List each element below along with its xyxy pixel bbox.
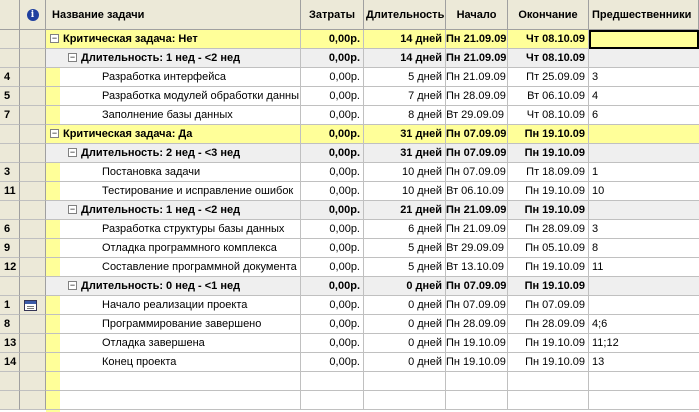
start-cell[interactable]: Пн 07.09.09 [446, 296, 508, 315]
duration-cell[interactable]: 0 дней [364, 296, 446, 315]
cost-cell[interactable]: 0,00р. [301, 353, 364, 372]
cost-cell[interactable]: 0,00р. [301, 144, 364, 163]
task-name: Длительность: 2 нед - <3 нед [81, 147, 241, 159]
predecessors-cell[interactable] [589, 372, 699, 391]
row-id[interactable]: 13 [0, 334, 20, 353]
finish-cell[interactable]: Чт 08.10.09 [508, 106, 589, 125]
cost-cell[interactable]: 0,00р. [301, 163, 364, 182]
start-cell[interactable]: Пн 21.09.09 [446, 220, 508, 239]
group-row[interactable] [0, 125, 699, 144]
task-name: Конец проекта [102, 356, 177, 368]
row-id[interactable]: 12 [0, 258, 20, 277]
task-name: Разработка интерфейса [102, 71, 226, 83]
column-header-cost[interactable]: Затраты [301, 0, 364, 30]
row-id[interactable]: 9 [0, 239, 20, 258]
start-cell[interactable]: Пн 07.09.09 [446, 163, 508, 182]
start-cell[interactable]: Пн 19.10.09 [446, 353, 508, 372]
task-name: Критическая задача: Нет [63, 33, 198, 45]
indicator-cell [20, 30, 46, 49]
task-name-cell[interactable] [46, 68, 301, 87]
group-row[interactable] [0, 277, 699, 296]
predecessors-cell[interactable]: 1 [589, 163, 699, 182]
task-name-cell[interactable] [46, 372, 301, 391]
task-name: Программирование завершено [102, 318, 262, 330]
start-cell[interactable]: Пн 21.09.09 [446, 201, 508, 220]
row-id[interactable] [0, 277, 20, 296]
cost-cell[interactable]: 0,00р. [301, 87, 364, 106]
task-name-cell[interactable] [46, 106, 301, 125]
finish-cell[interactable]: Пн 19.10.09 [508, 334, 589, 353]
task-name: Отладка программного комплекса [102, 242, 277, 254]
task-name: Составление программной документа [102, 261, 297, 273]
start-cell[interactable]: Пн 07.09.09 [446, 277, 508, 296]
row-id[interactable] [0, 30, 20, 49]
task-name: Длительность: 1 нед - <2 нед [81, 204, 241, 216]
task-row[interactable] [0, 220, 699, 239]
indicator-cell [20, 125, 46, 144]
indicator-cell [20, 391, 46, 410]
column-header-row [0, 0, 699, 19]
collapse-toggle[interactable]: − [69, 52, 76, 62]
cost-cell[interactable]: 0,00р. [301, 106, 364, 125]
task-row[interactable] [0, 87, 699, 106]
indicator-cell [20, 296, 46, 315]
cost-cell[interactable]: 0,00р. [301, 49, 364, 68]
row-id[interactable]: 3 [0, 163, 20, 182]
column-header-finish[interactable]: Окончание [508, 0, 589, 30]
row-id[interactable]: 6 [0, 220, 20, 239]
cost-cell[interactable]: 0,00р. [301, 334, 364, 353]
task-name-cell[interactable] [46, 334, 301, 353]
row-id[interactable]: 8 [0, 315, 20, 334]
task-name-cell[interactable] [46, 144, 301, 163]
predecessors-cell[interactable] [589, 277, 699, 296]
duration-cell[interactable]: 7 дней [364, 87, 446, 106]
task-name: Заполнение базы данных [102, 109, 233, 121]
predecessors-cell[interactable]: 10 [589, 182, 699, 201]
cost-cell[interactable] [301, 391, 364, 410]
duration-cell[interactable]: 6 дней [364, 220, 446, 239]
start-cell[interactable]: Пн 21.09.09 [446, 68, 508, 87]
cost-cell[interactable]: 0,00р. [301, 296, 364, 315]
task-name-cell[interactable] [46, 201, 301, 220]
task-name-cell[interactable] [46, 30, 301, 49]
cost-cell[interactable]: 0,00р. [301, 220, 364, 239]
duration-cell[interactable]: 31 дней [364, 144, 446, 163]
cost-cell[interactable]: 0,00р. [301, 258, 364, 277]
start-cell[interactable] [446, 391, 508, 410]
duration-cell[interactable] [364, 391, 446, 410]
predecessors-cell[interactable] [589, 144, 699, 163]
indicator-cell [20, 87, 46, 106]
task-name: Длительность: 0 нед - <1 нед [81, 280, 241, 292]
calendar-icon [24, 300, 37, 311]
duration-cell[interactable]: 0 дней [364, 353, 446, 372]
start-cell[interactable]: Вт 13.10.09 [446, 258, 508, 277]
task-name-cell[interactable] [46, 277, 301, 296]
cost-cell[interactable]: 0,00р. [301, 315, 364, 334]
task-row[interactable] [0, 163, 699, 182]
group-row[interactable] [0, 201, 699, 220]
task-name: Начало реализации проекта [102, 299, 248, 311]
task-name-cell[interactable] [46, 49, 301, 68]
cost-cell[interactable]: 0,00р. [301, 30, 364, 49]
finish-cell[interactable]: Пн 07.09.09 [508, 296, 589, 315]
duration-cell[interactable]: 5 дней [364, 258, 446, 277]
task-name-cell[interactable] [46, 258, 301, 277]
duration-cell[interactable]: 14 дней [364, 30, 446, 49]
indicator-cell [20, 277, 46, 296]
task-name-cell[interactable] [46, 220, 301, 239]
finish-cell[interactable]: Пн 19.10.09 [508, 277, 589, 296]
finish-cell[interactable]: Пн 28.09.09 [508, 315, 589, 334]
finish-cell[interactable] [508, 391, 589, 410]
indicators-column-header[interactable] [20, 0, 46, 30]
predecessors-cell[interactable]: 6 [589, 106, 699, 125]
indicator-cell [20, 353, 46, 372]
predecessors-cell[interactable] [589, 201, 699, 220]
indicator-cell [20, 201, 46, 220]
finish-cell[interactable]: Чт 08.10.09 [508, 30, 589, 49]
collapse-toggle[interactable]: − [69, 280, 76, 290]
finish-cell[interactable]: Пн 19.10.09 [508, 182, 589, 201]
group-row[interactable] [0, 49, 699, 68]
collapse-toggle[interactable]: − [51, 33, 58, 43]
duration-cell[interactable]: 21 дней [364, 201, 446, 220]
indicator-cell [20, 372, 46, 391]
predecessors-cell[interactable]: 4 [589, 87, 699, 106]
task-row[interactable] [0, 334, 699, 353]
task-row[interactable] [0, 239, 699, 258]
task-name: Отладка завершена [102, 337, 205, 349]
task-name: Разработка модулей обработки данны [102, 90, 300, 102]
indicator-cell [20, 49, 46, 68]
indicator-cell [20, 144, 46, 163]
row-id[interactable]: 7 [0, 106, 20, 125]
task-name-cell[interactable] [46, 391, 301, 410]
finish-cell[interactable]: Пн 28.09.09 [508, 220, 589, 239]
row-id[interactable] [0, 372, 20, 391]
task-name: Тестирование и исправление ошибок [102, 185, 294, 197]
indicator-cell [20, 258, 46, 277]
row-id[interactable]: 11 [0, 182, 20, 201]
indicator-cell [20, 334, 46, 353]
collapse-toggle[interactable]: − [69, 204, 76, 214]
predecessors-cell[interactable] [589, 391, 699, 410]
finish-cell[interactable]: Пн 05.10.09 [508, 239, 589, 258]
task-row[interactable] [0, 353, 699, 372]
duration-cell[interactable]: 0 дней [364, 277, 446, 296]
task-row[interactable] [0, 68, 699, 87]
task-name-cell[interactable] [46, 353, 301, 372]
cost-cell[interactable]: 0,00р. [301, 68, 364, 87]
duration-cell[interactable]: 31 дней [364, 125, 446, 144]
start-cell[interactable]: Вт 29.09.09 [446, 106, 508, 125]
predecessors-cell[interactable]: 11 [589, 258, 699, 277]
task-row[interactable] [0, 182, 699, 201]
cost-cell[interactable]: 0,00р. [301, 239, 364, 258]
task-row[interactable] [0, 106, 699, 125]
cost-cell[interactable]: 0,00р. [301, 201, 364, 220]
row-id[interactable]: 5 [0, 87, 20, 106]
cost-cell[interactable]: 0,00р. [301, 182, 364, 201]
column-header-start[interactable]: Начало [446, 0, 508, 30]
task-name-cell[interactable] [46, 239, 301, 258]
task-row[interactable] [0, 258, 699, 277]
start-cell[interactable]: Вт 06.10.09 [446, 182, 508, 201]
predecessors-cell[interactable]: 3 [589, 220, 699, 239]
predecessors-cell[interactable] [589, 49, 699, 68]
task-name-cell[interactable] [46, 182, 301, 201]
task-row[interactable] [0, 296, 699, 315]
indicator-cell [20, 163, 46, 182]
row-id[interactable]: 14 [0, 353, 20, 372]
finish-cell[interactable] [508, 372, 589, 391]
finish-cell[interactable]: Пн 19.10.09 [508, 125, 589, 144]
duration-cell[interactable]: 14 дней [364, 49, 446, 68]
task-name: Разработка структуры базы данных [102, 223, 285, 235]
predecessors-cell[interactable]: 8 [589, 239, 699, 258]
duration-cell[interactable]: 0 дней [364, 315, 446, 334]
indicator-cell [20, 315, 46, 334]
row-id[interactable] [0, 49, 20, 68]
finish-cell[interactable]: Чт 08.10.09 [508, 49, 589, 68]
task-row[interactable] [0, 315, 699, 334]
row-id[interactable] [0, 125, 20, 144]
finish-cell[interactable]: Пн 19.10.09 [508, 258, 589, 277]
row-id[interactable] [0, 144, 20, 163]
predecessors-cell[interactable]: 4;6 [589, 315, 699, 334]
cost-cell[interactable] [301, 372, 364, 391]
group-row[interactable] [0, 30, 699, 49]
indicator-cell [20, 239, 46, 258]
start-cell[interactable] [446, 372, 508, 391]
start-cell[interactable]: Пн 21.09.09 [446, 49, 508, 68]
cost-cell[interactable]: 0,00р. [301, 277, 364, 296]
collapse-toggle[interactable]: − [51, 128, 58, 138]
row-id[interactable]: 1 [0, 296, 20, 315]
column-header-predecessors[interactable]: Предшественники [589, 0, 699, 30]
predecessors-cell[interactable]: 13 [589, 353, 699, 372]
collapse-toggle[interactable]: − [69, 147, 76, 157]
indicator-cell [20, 106, 46, 125]
indicator-cell [20, 182, 46, 201]
finish-cell[interactable]: Пн 19.10.09 [508, 144, 589, 163]
finish-cell[interactable]: Пт 25.09.09 [508, 68, 589, 87]
group-row[interactable] [0, 144, 699, 163]
info-icon: i [27, 9, 39, 21]
duration-cell[interactable]: 10 дней [364, 182, 446, 201]
cost-cell[interactable]: 0,00р. [301, 125, 364, 144]
task-name: Постановка задачи [102, 166, 201, 178]
start-cell[interactable]: Пн 21.09.09 [446, 30, 508, 49]
indicator-cell [20, 220, 46, 239]
start-cell[interactable]: Пн 19.10.09 [446, 334, 508, 353]
task-name-cell[interactable] [46, 87, 301, 106]
duration-cell[interactable]: 0 дней [364, 334, 446, 353]
indicator-cell [20, 68, 46, 87]
predecessors-cell[interactable]: 11;12 [589, 334, 699, 353]
task-row[interactable] [0, 391, 699, 410]
select-all-corner[interactable] [0, 0, 20, 30]
finish-cell[interactable]: Пт 18.09.09 [508, 163, 589, 182]
finish-cell[interactable]: Вт 06.10.09 [508, 87, 589, 106]
start-cell[interactable]: Пн 07.09.09 [446, 125, 508, 144]
finish-cell[interactable]: Пн 19.10.09 [508, 201, 589, 220]
start-cell[interactable]: Пн 28.09.09 [446, 87, 508, 106]
task-name-cell[interactable] [46, 315, 301, 334]
row-id[interactable] [0, 391, 20, 410]
row-id[interactable]: 4 [0, 68, 20, 87]
task-name-cell[interactable] [46, 125, 301, 144]
duration-cell[interactable]: 5 дней [364, 68, 446, 87]
task-name-cell[interactable] [46, 163, 301, 182]
finish-cell[interactable]: Пн 19.10.09 [508, 353, 589, 372]
duration-cell[interactable]: 5 дней [364, 239, 446, 258]
predecessors-cell[interactable]: 3 [589, 68, 699, 87]
duration-cell[interactable] [364, 372, 446, 391]
task-name: Критическая задача: Да [63, 128, 193, 140]
task-row[interactable] [0, 372, 699, 391]
predecessors-cell[interactable] [589, 30, 699, 49]
start-cell[interactable]: Пн 28.09.09 [446, 315, 508, 334]
predecessors-cell[interactable] [589, 296, 699, 315]
predecessors-cell[interactable] [589, 125, 699, 144]
start-cell[interactable]: Пн 07.09.09 [446, 144, 508, 163]
task-name: Длительность: 1 нед - <2 нед [81, 52, 241, 64]
start-cell[interactable]: Вт 29.09.09 [446, 239, 508, 258]
duration-cell[interactable]: 10 дней [364, 163, 446, 182]
row-id[interactable] [0, 201, 20, 220]
column-header-duration[interactable]: Длительность [364, 0, 446, 30]
duration-cell[interactable]: 8 дней [364, 106, 446, 125]
column-header-name[interactable]: Название задачи [46, 0, 301, 30]
task-name-cell[interactable] [46, 296, 301, 315]
